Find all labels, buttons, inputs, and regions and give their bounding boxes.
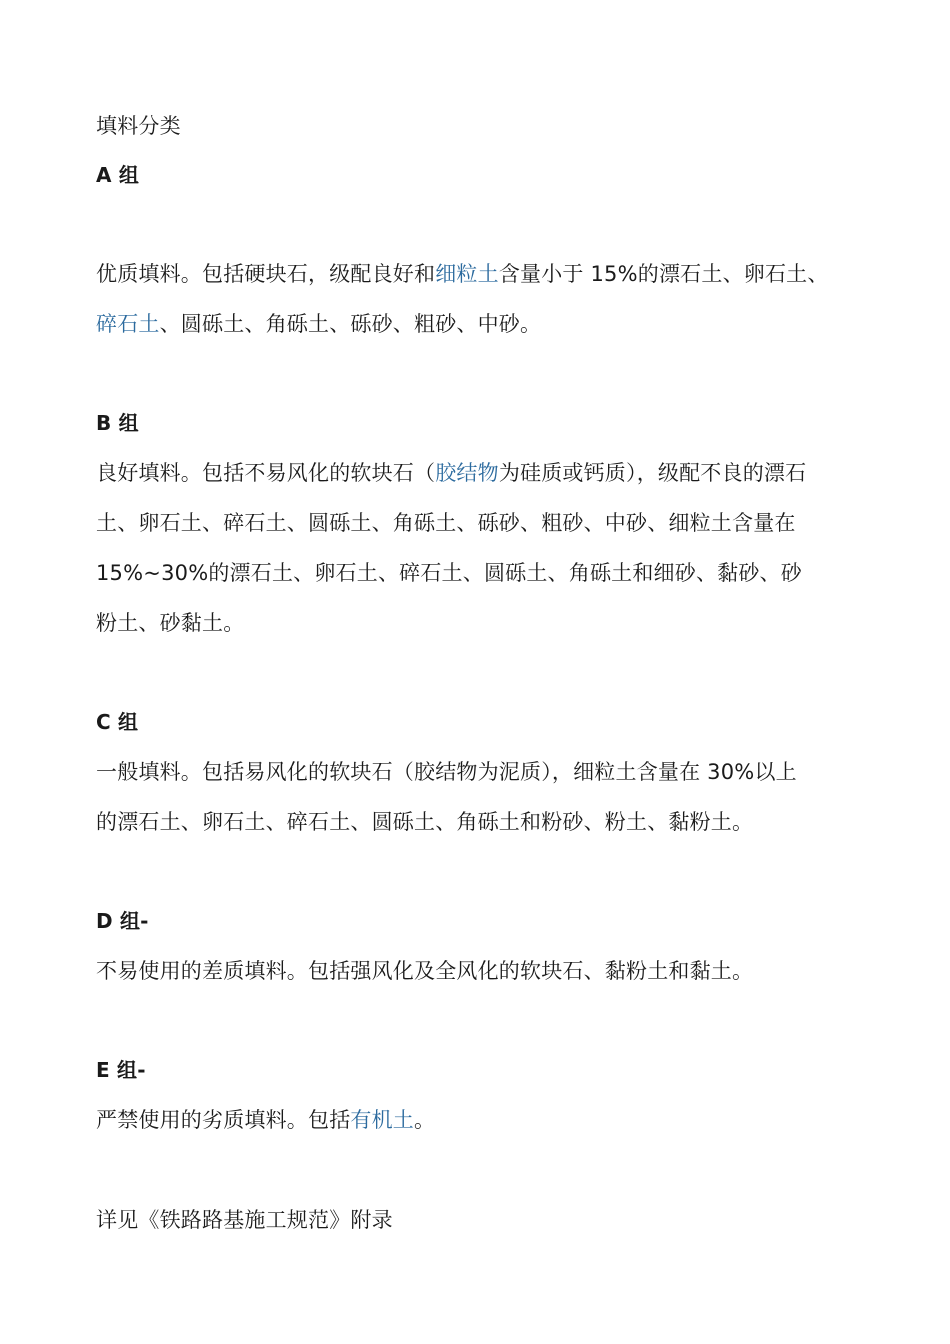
group-b-line-1-text-1: 良好填料。包括不易风化的软块石（ — [96, 461, 436, 485]
group-e-heading: E 组- — [96, 1058, 146, 1082]
group-e-line-1-text-2: 。 — [414, 1108, 436, 1132]
group-e-line-1-text-1: 严禁使用的劣质填料。包括 — [96, 1108, 351, 1132]
link-fine-grained-soil[interactable]: 细粒土 — [435, 262, 499, 286]
reference-note: 详见《铁路路基施工规范》附录 — [96, 1208, 393, 1232]
group-c-heading: C 组 — [96, 710, 139, 734]
group-a-line-2-text: 、圆砾土、角砾土、砾砂、粗砂、中砂。 — [159, 312, 542, 336]
group-e-line-1 — [96, 1105, 435, 1135]
group-b-line-2: 土、卵石土、碎石土、圆砾土、角砾土、砾砂、粗砂、中砂、细粒土含量在 — [96, 511, 796, 535]
group-c-line-2: 的漂石土、卵石土、碎石土、圆砾土、角砾土和粉砂、粉土、黏粉土。 — [96, 810, 754, 834]
group-a-heading: A 组 — [96, 163, 140, 187]
link-cementing-material[interactable]: 胶结物 — [435, 461, 499, 485]
group-b-heading: B 组 — [96, 411, 139, 435]
document-title: 填料分类 — [96, 114, 181, 138]
group-d-heading: D 组- — [96, 909, 149, 933]
group-d-line-1: 不易使用的差质填料。包括强风化及全风化的软块石、黏粉土和黏土。 — [96, 959, 754, 983]
group-b-line-3: 15%~30%的漂石土、卵石土、碎石土、圆砾土、角砾土和细砂、黏砂、砂 — [96, 561, 802, 585]
link-crushed-stone-soil[interactable]: 碎石土 — [96, 312, 160, 336]
group-a-line-1-text-1: 优质填料。包括硬块石，级配良好和 — [96, 262, 436, 286]
group-a-line-2 — [96, 309, 541, 339]
link-organic-soil[interactable]: 有机土 — [350, 1108, 415, 1132]
group-c-line-1: 一般填料。包括易风化的软块石（胶结物为泥质），细粒土含量在 30%以上 — [96, 760, 797, 784]
group-a-line-1-text-2: 含量小于 15%的漂石土、卵石土、 — [498, 262, 829, 286]
group-b-line-1-text-2: 为硅质或钙质），级配不良的漂石 — [498, 461, 807, 485]
group-b-line-1 — [96, 458, 806, 488]
group-b-line-4: 粉土、砂黏土。 — [96, 611, 245, 635]
group-a-line-1 — [96, 259, 829, 289]
